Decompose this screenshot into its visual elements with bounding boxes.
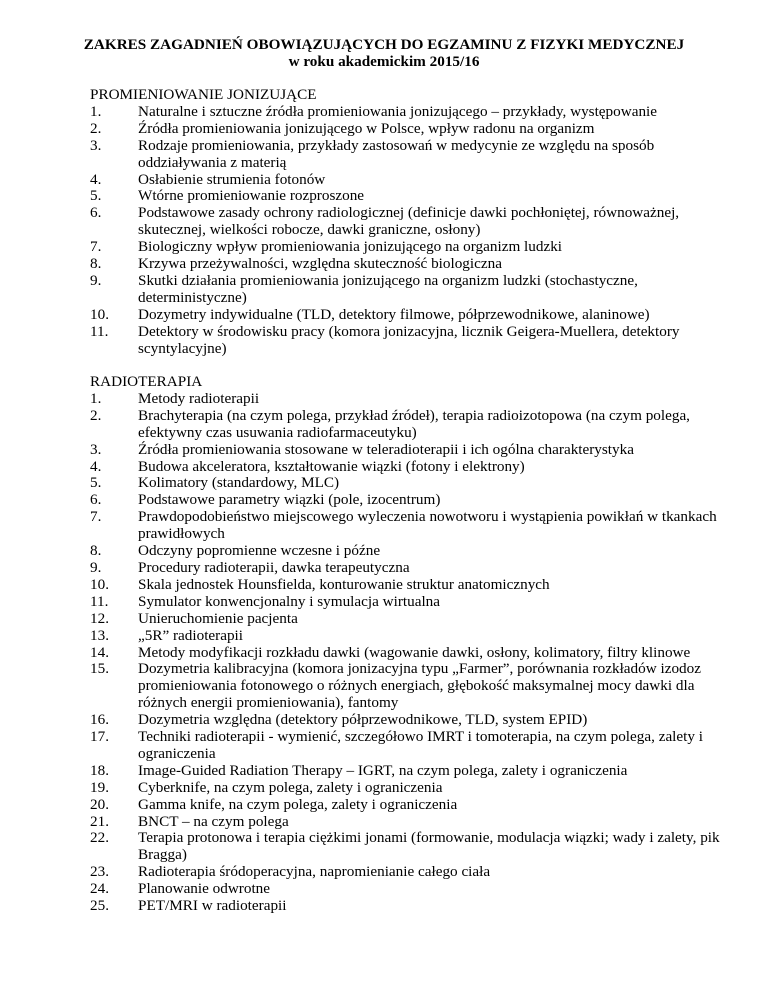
title-line-1: ZAKRES ZAGADNIEŃ OBOWIĄZUJĄCYCH DO EGZAMINU Z FIZYKI MEDYCZNEJ [83,36,685,53]
list-item [90,830,730,864]
item-text: Odczyny popromienne wczesne i późne [138,542,381,560]
item-text: Budowa akceleratora, kształtowanie wiązki (fotony i elektrony) [138,457,525,475]
item-text: PET/MRI w radioterapii [138,897,287,915]
item-text: Cyberknife, na czym polega, zalety i ograniczenia [138,778,443,796]
item-number: 4. [90,170,102,188]
item-text: „5R” radioterapii [138,626,243,644]
item-text: Gamma knife, na czym polega, zalety i ograniczenia [138,795,458,813]
list-item [90,661,730,712]
item-number: 11. [90,592,109,610]
section-ionizing-radiation [90,87,730,358]
section-radiotherapy [90,374,730,915]
item-number: 23. [90,863,109,881]
item-number: 20. [90,795,109,813]
title-line-2: w roku akademickim 2015/16 [288,53,480,70]
section-heading: PROMIENIOWANIE JONIZUJĄCE [90,86,317,103]
item-number: 6. [90,491,102,509]
list-item [90,645,730,662]
list-item [90,577,730,594]
item-number: 3. [90,440,102,458]
item-text: Dozymetry indywidualne (TLD, detektory filmowe, półprzewodnikowe, alaninowe) [138,305,650,323]
list-item [90,188,730,205]
item-number: 2. [90,406,102,424]
item-text: Kolimatory (standardowy, MLC) [138,474,340,492]
list-item [90,256,730,273]
item-text: Detektory w środowisku pracy (komora jonizacyjna, licznik Geigera-Muellera, detektory scyntylacyjne) [138,322,680,357]
item-text: Źródła promieniowania stosowane w teleradioterapii i ich ogólna charakterystyka [138,440,634,458]
list-item [90,797,730,814]
item-text: Brachyterapia (na czym polega, przykład źródeł), terapia radioizotopowa (na czym polega, efektywny czas usuwania radiofarmaceutyku) [138,406,690,441]
item-text: Skala jednostek Hounsfielda, konturowanie struktur anatomicznych [138,575,550,593]
item-number: 3. [90,136,102,154]
item-number: 11. [90,322,109,340]
item-number: 18. [90,761,109,779]
item-number: 5. [90,187,102,205]
item-number: 25. [90,897,109,915]
list-item [90,442,730,459]
item-number: 4. [90,457,102,475]
item-text: Biologiczny wpływ promieniowania jonizującego na organizm ludzki [138,238,563,256]
item-number: 8. [90,255,102,273]
list-item [90,172,730,189]
list-item [90,881,730,898]
list-item [90,611,730,628]
list-item [90,273,730,307]
item-number: 7. [90,238,102,256]
item-number: 2. [90,119,102,137]
item-number: 5. [90,474,102,492]
list-item [90,814,730,831]
item-number: 24. [90,880,109,898]
item-text: Podstawowe zasady ochrony radiologicznej (definicje dawki pochłoniętej, równoważnej, skutecznej, wielkości robocze, dawki graniczne, osłony) [138,204,680,239]
list-item [90,898,730,915]
item-number: 12. [90,609,109,627]
list-item [90,509,730,543]
item-number: 19. [90,778,109,796]
item-number: 15. [90,660,109,678]
list-item [90,594,730,611]
list-item [90,712,730,729]
list-item [90,408,730,442]
list-item [90,560,730,577]
item-number: 16. [90,711,109,729]
list-item [90,121,730,138]
item-text: Procedury radioterapii, dawka terapeutyczna [138,558,410,576]
list-item [90,205,730,239]
item-text: Naturalne i sztuczne źródła promieniowania jonizującego – przykłady, występowanie [138,102,657,120]
topic-list [90,391,730,915]
item-number: 10. [90,305,109,323]
topic-list [90,104,730,358]
item-number: 17. [90,728,109,746]
list-item [90,864,730,881]
item-number: 14. [90,643,109,661]
list-item [90,763,730,780]
list-item [90,104,730,121]
item-text: BNCT – na czym polega [138,812,289,830]
item-number: 9. [90,271,102,289]
item-number: 13. [90,626,109,644]
item-number: 9. [90,558,102,576]
list-item [90,239,730,256]
item-text: Symulator konwencjonalny i symulacja wirtualna [138,592,440,610]
item-text: Metody radioterapii [138,389,260,407]
item-text: Techniki radioterapii - wymienić, szczegółowo IMRT i tomoterapia, na czym polega, zalety i ograniczenia [138,728,703,762]
list-item [90,780,730,797]
item-text: Rodzaje promieniowania, przykłady zastosowań w medycynie ze względu na sposób oddziaływania z materią [138,136,655,171]
item-text: Metody modyfikacji rozkładu dawki (wagowanie dawki, osłony, kolimatory, filtry klinowe [138,643,691,661]
list-item [90,459,730,476]
item-text: Źródła promieniowania jonizującego w Polsce, wpływ radonu na organizm [138,119,595,137]
list-item [90,138,730,172]
item-text: Krzywa przeżywalności, względna skuteczność biologiczna [138,255,502,273]
section-heading: RADIOTERAPIA [90,373,203,390]
item-text: Unieruchomienie pacjenta [138,609,298,627]
list-item [90,307,730,324]
item-number: 8. [90,542,102,560]
item-number: 21. [90,812,109,830]
list-item [90,492,730,509]
list-item [90,324,730,358]
item-text: Radioterapia śródoperacyjna, napromienianie całego ciała [138,863,491,881]
item-number: 1. [90,389,102,407]
list-item [90,729,730,763]
list-item [90,543,730,560]
item-text: Wtórne promieniowanie rozproszone [138,187,365,205]
item-text: Osłabienie strumienia fotonów [138,170,326,188]
item-number: 6. [90,204,102,222]
list-item [90,475,730,492]
document-title [0,36,768,70]
list-item [90,391,730,408]
list-item [90,628,730,645]
item-text: Skutki działania promieniowania jonizującego na organizm ludzki (stochastyczne, deterministyczne) [138,271,638,306]
item-text: Terapia protonowa i terapia ciężkimi jonami (formowanie, modulacja wiązki; wady i zalety, pik Bragga) [138,829,720,864]
item-number: 22. [90,829,109,847]
item-text: Prawdopodobieństwo miejscowego wyleczenia nowotworu i wystąpienia powikłań w tkankach prawidłowych [138,508,717,543]
item-text: Image-Guided Radiation Therapy – IGRT, na czym polega, zalety i ograniczenia [138,761,628,779]
item-text: Planowanie odwrotne [138,880,271,898]
item-text: Podstawowe parametry wiązki (pole, izocentrum) [138,491,441,509]
item-number: 7. [90,508,102,526]
item-text: Dozymetria względna (detektory półprzewodnikowe, TLD, system EPID) [138,711,588,729]
item-number: 10. [90,575,109,593]
item-number: 1. [90,102,102,120]
item-text: Dozymetria kalibracyjna (komora jonizacyjna typu „Farmer”, porównania rozkładów izodoz promieniowania fotonowego o różnych energiach, głębokość maksymalnej mocy dawki dla różnych energii promieniowania), fantomy [138,660,701,712]
